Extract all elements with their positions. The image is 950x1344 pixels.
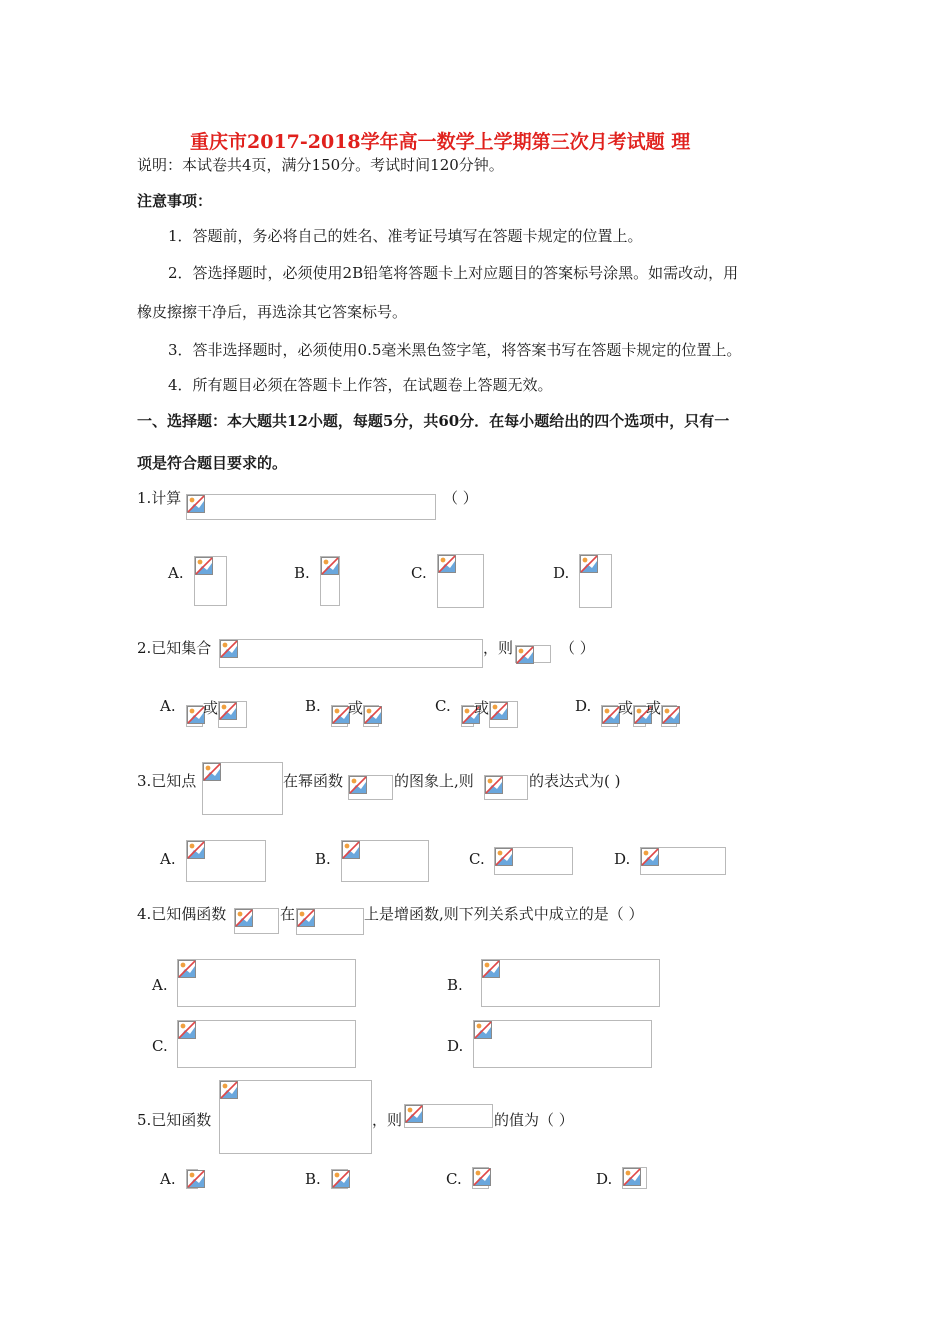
broken-image-icon	[516, 646, 534, 664]
option-label: B.	[305, 1170, 321, 1188]
option-label: D.	[575, 697, 592, 715]
formula-image	[601, 705, 618, 727]
option-label: A.	[160, 697, 176, 715]
formula-image	[194, 556, 227, 606]
option-label: C.	[435, 697, 451, 715]
or-text: 或	[203, 699, 219, 717]
option-label: B.	[315, 850, 331, 868]
formula-image	[515, 645, 551, 663]
question-4-text: 4.已知偶函数	[137, 905, 227, 923]
formula-image	[484, 775, 528, 800]
broken-image-icon	[438, 555, 456, 573]
question-1-text: 1.计算	[137, 489, 182, 507]
broken-image-icon	[482, 960, 500, 978]
question-4-end: 上是增函数,则下列关系式中成立的是（ ）	[364, 905, 644, 923]
broken-image-icon	[220, 640, 238, 658]
question-2-then: ，则	[483, 639, 514, 657]
formula-image	[640, 847, 726, 875]
option-label: D.	[553, 564, 570, 582]
option-label: B.	[447, 976, 463, 994]
formula-image	[202, 762, 283, 815]
formula-image	[186, 1169, 198, 1189]
formula-image	[331, 1169, 348, 1189]
broken-image-icon	[178, 1021, 196, 1039]
formula-image	[494, 847, 573, 875]
broken-image-icon	[321, 557, 339, 575]
option-label: A.	[160, 1170, 176, 1188]
formula-image	[186, 494, 436, 520]
question-3-text: 3.已知点	[137, 772, 197, 790]
question-4-mid: 在	[280, 905, 296, 923]
or-text: 或	[348, 699, 364, 717]
formula-image	[472, 1167, 489, 1189]
broken-image-icon	[349, 776, 367, 794]
broken-image-icon	[485, 776, 503, 794]
formula-image	[348, 775, 393, 800]
formula-image	[363, 705, 379, 727]
broken-image-icon	[332, 1170, 350, 1188]
answer-paren: （ ）	[443, 489, 478, 507]
formula-image	[219, 1080, 372, 1154]
option-label: B.	[294, 564, 310, 582]
question-5-mid: ，则	[372, 1111, 403, 1129]
formula-image	[633, 705, 646, 727]
option-label: C.	[446, 1170, 462, 1188]
option-label: B.	[305, 697, 321, 715]
exam-description: 说明：本试卷共4页，满分150分。考试时间120分钟。	[137, 156, 504, 174]
broken-image-icon	[297, 909, 315, 927]
notice-heading: 注意事项：	[137, 192, 213, 210]
question-5-text: 5.已知函数	[137, 1111, 212, 1129]
broken-image-icon	[580, 555, 598, 573]
formula-image	[341, 840, 429, 882]
formula-image	[489, 701, 518, 728]
option-label: C.	[152, 1037, 168, 1055]
question-3-mid: 在幂函数	[283, 772, 344, 790]
broken-image-icon	[490, 702, 508, 720]
broken-image-icon	[187, 495, 205, 513]
or-text: 或	[474, 699, 490, 717]
broken-image-icon	[342, 841, 360, 859]
broken-image-icon	[219, 702, 237, 720]
or-text: 或	[618, 699, 634, 717]
option-label: A.	[152, 976, 168, 994]
option-label: C.	[411, 564, 427, 582]
option-label: C.	[469, 850, 485, 868]
broken-image-icon	[187, 841, 205, 859]
formula-image	[219, 639, 483, 668]
formula-image	[320, 556, 340, 606]
notice-item: 1．答题前，务必将自己的姓名、准考证号填写在答题卡规定的位置上。	[168, 227, 643, 245]
section-heading: 项是符合题目要求的。	[137, 454, 288, 472]
formula-image	[622, 1167, 647, 1189]
broken-image-icon	[364, 706, 382, 724]
broken-image-icon	[405, 1105, 423, 1123]
question-2-text: 2.已知集合	[137, 639, 212, 657]
broken-image-icon	[473, 1168, 491, 1186]
formula-image	[177, 959, 356, 1007]
formula-image	[331, 705, 348, 727]
formula-image	[218, 701, 247, 728]
formula-image	[186, 840, 266, 882]
page-title: 重庆市2017-2018学年高一数学上学期第三次月考试题 理	[190, 131, 691, 153]
option-label: A.	[160, 850, 176, 868]
option-label: D.	[447, 1037, 464, 1055]
formula-image	[481, 959, 660, 1007]
formula-image	[461, 705, 474, 727]
formula-image	[296, 908, 364, 935]
broken-image-icon	[474, 1021, 492, 1039]
formula-image	[234, 908, 279, 934]
option-label: D.	[614, 850, 631, 868]
option-label: A.	[168, 564, 184, 582]
notice-item: 橡皮擦擦干净后，再选涂其它答案标号。	[137, 303, 408, 321]
broken-image-icon	[195, 557, 213, 575]
notice-item: 4．所有题目必须在答题卡上作答，在试题卷上答题无效。	[168, 376, 553, 394]
broken-image-icon	[623, 1168, 641, 1186]
formula-image	[177, 1020, 356, 1068]
broken-image-icon	[187, 1170, 205, 1188]
broken-image-icon	[641, 848, 659, 866]
question-3-end: 的表达式为( )	[529, 772, 621, 790]
notice-item: 2．答选择题时，必须使用2B铅笔将答题卡上对应题目的答案标号涂黑。如需改动，用	[168, 264, 739, 282]
broken-image-icon	[235, 909, 253, 927]
broken-image-icon	[662, 706, 680, 724]
broken-image-icon	[495, 848, 513, 866]
question-5-end: 的值为（ ）	[494, 1111, 574, 1129]
broken-image-icon	[220, 1081, 238, 1099]
or-text: 或	[646, 699, 662, 717]
section-heading: 一、选择题：本大题共12小题，每题5分，共60分．在每小题给出的四个选项中，只有一	[137, 412, 730, 430]
notice-item: 3．答非选择题时，必须使用0.5毫米黑色签字笔，将答案书写在答题卡规定的位置上。	[168, 341, 742, 359]
option-label: D.	[596, 1170, 613, 1188]
question-3-mid: 的图象上,则	[394, 772, 474, 790]
formula-image	[473, 1020, 652, 1068]
formula-image	[437, 554, 484, 608]
formula-image	[404, 1104, 493, 1128]
formula-image	[661, 705, 677, 727]
broken-image-icon	[178, 960, 196, 978]
formula-image	[579, 554, 612, 608]
formula-image	[186, 705, 203, 727]
answer-paren: （ ）	[560, 639, 595, 657]
broken-image-icon	[203, 763, 221, 781]
